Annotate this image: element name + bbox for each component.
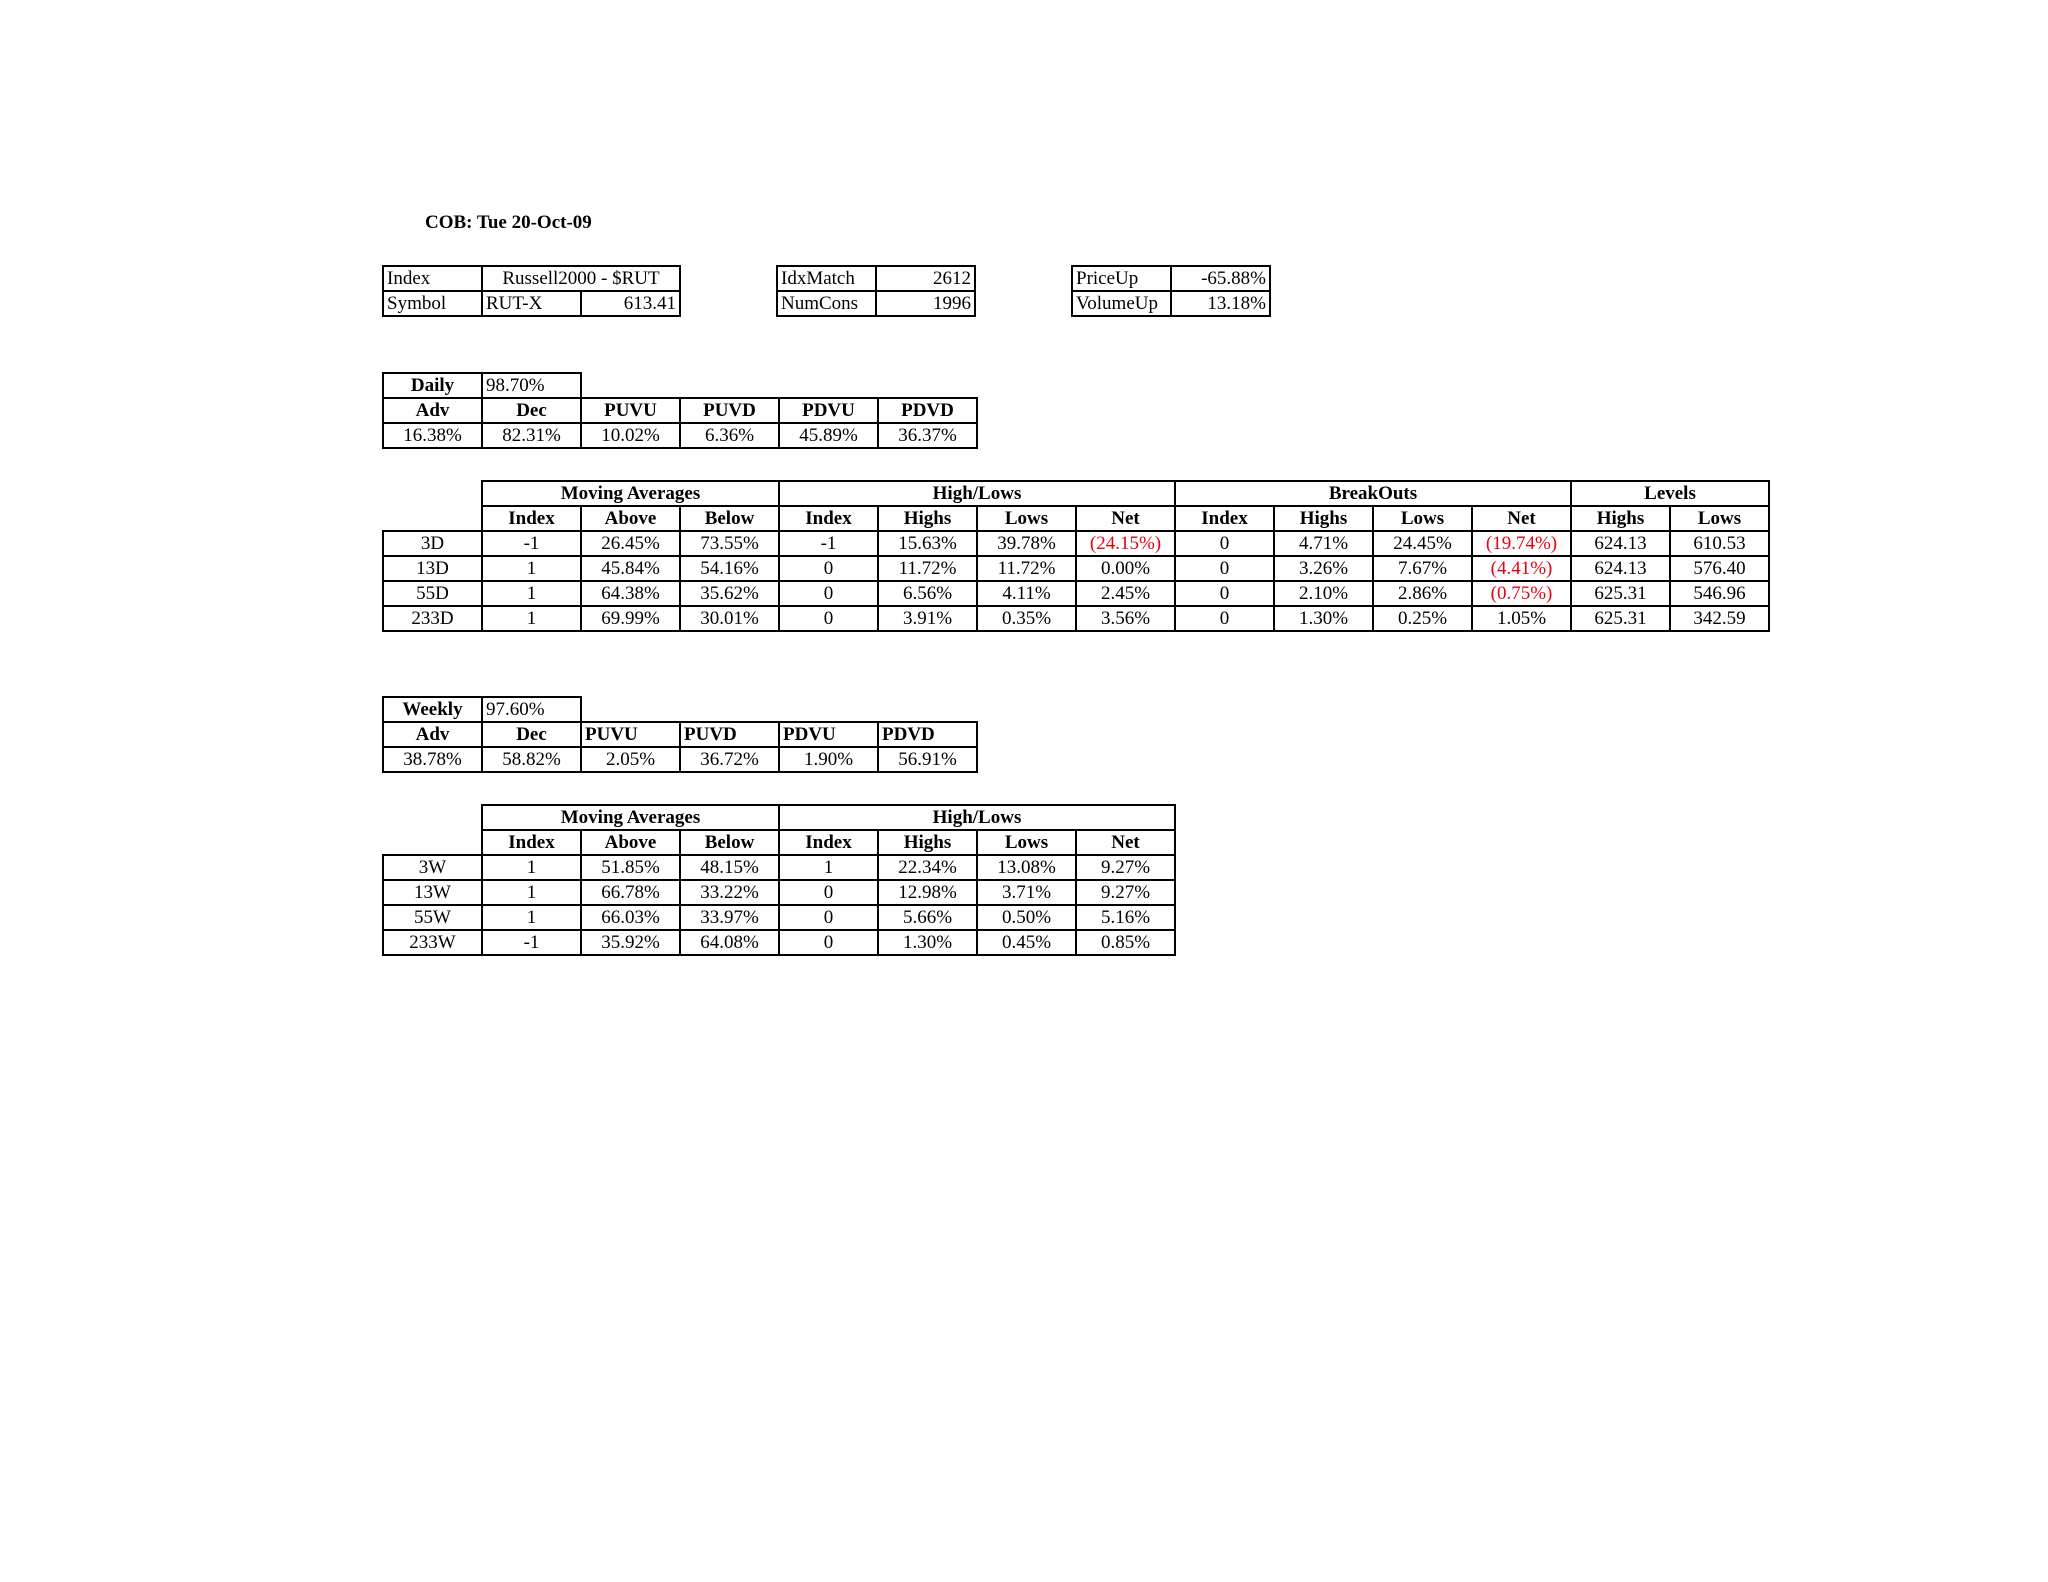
table-cell: 1.30% <box>1274 606 1373 631</box>
table-cell: 22.34% <box>878 855 977 880</box>
table-cell: 1 <box>482 556 581 581</box>
col-header: Below <box>680 506 779 531</box>
group-breakouts: BreakOuts <box>1175 481 1571 506</box>
priceup-label: PriceUp <box>1072 266 1171 291</box>
table-cell: 5.16% <box>1076 905 1175 930</box>
table-row <box>383 905 1175 930</box>
match-info-table <box>776 265 976 317</box>
col-header: Lows <box>1670 506 1769 531</box>
table-cell: 0 <box>1175 556 1274 581</box>
table-cell: 1 <box>482 855 581 880</box>
table-cell: 1 <box>779 855 878 880</box>
weekly-breadth-table <box>382 696 978 773</box>
col-header: Index <box>482 830 581 855</box>
table-cell: 64.08% <box>680 930 779 955</box>
col-header: Index <box>779 830 878 855</box>
table-cell: 73.55% <box>680 531 779 556</box>
weekly-ma-table <box>382 804 1176 956</box>
table-cell: 0.00% <box>1076 556 1175 581</box>
updown-info-table <box>1071 265 1271 317</box>
table-cell: 1 <box>482 880 581 905</box>
col-header: Net <box>1076 830 1175 855</box>
table-cell: 624.13 <box>1571 531 1670 556</box>
table-cell: 2.45% <box>1076 581 1175 606</box>
group-high-lows: High/Lows <box>779 481 1175 506</box>
table-cell: -1 <box>482 930 581 955</box>
table-cell-negative: (24.15%) <box>1076 531 1175 556</box>
table-cell: 1 <box>482 606 581 631</box>
table-cell: 3.26% <box>1274 556 1373 581</box>
table-cell: 4.71% <box>1274 531 1373 556</box>
daily-header: Dec <box>482 398 581 423</box>
table-row <box>383 880 1175 905</box>
weekly-cell: 58.82% <box>482 747 581 772</box>
daily-breadth-table <box>382 372 978 449</box>
daily-header: PUVU <box>581 398 680 423</box>
table-cell: 4.11% <box>977 581 1076 606</box>
symbol-label: Symbol <box>383 291 482 316</box>
row-label: 233W <box>383 930 482 955</box>
weekly-cell: 56.91% <box>878 747 977 772</box>
weekly-label: Weekly <box>383 697 482 722</box>
weekly-header: Adv <box>383 722 482 747</box>
weekly-header: PDVU <box>779 722 878 747</box>
table-cell: 1 <box>482 581 581 606</box>
col-header: Net <box>1076 506 1175 531</box>
daily-cell: 16.38% <box>383 423 482 448</box>
table-row <box>383 930 1175 955</box>
weekly-value: 97.60% <box>482 697 581 722</box>
index-value: Russell2000 - $RUT <box>482 266 680 291</box>
table-cell: -1 <box>779 531 878 556</box>
index-label: Index <box>383 266 482 291</box>
table-cell: 66.78% <box>581 880 680 905</box>
table-cell: 7.67% <box>1373 556 1472 581</box>
row-label: 3D <box>383 531 482 556</box>
daily-header: PDVD <box>878 398 977 423</box>
table-cell: 625.31 <box>1571 606 1670 631</box>
col-header: Lows <box>977 506 1076 531</box>
group-moving-averages: Moving Averages <box>482 481 779 506</box>
row-label: 55D <box>383 581 482 606</box>
priceup-value: -65.88% <box>1171 266 1270 291</box>
table-cell: 0 <box>779 880 878 905</box>
daily-value: 98.70% <box>482 373 581 398</box>
daily-ma-group-row <box>383 481 1769 506</box>
group-high-lows: High/Lows <box>779 805 1175 830</box>
daily-cell: 82.31% <box>482 423 581 448</box>
symbol-value: RUT-X <box>482 291 581 316</box>
table-cell: 624.13 <box>1571 556 1670 581</box>
symbol-price: 613.41 <box>581 291 680 316</box>
col-header: Index <box>1175 506 1274 531</box>
table-cell: 9.27% <box>1076 855 1175 880</box>
table-cell: 6.56% <box>878 581 977 606</box>
table-cell: 54.16% <box>680 556 779 581</box>
table-cell: 51.85% <box>581 855 680 880</box>
row-label: 55W <box>383 905 482 930</box>
weekly-cell: 2.05% <box>581 747 680 772</box>
table-cell: 35.62% <box>680 581 779 606</box>
row-label: 13D <box>383 556 482 581</box>
daily-header-row <box>383 398 977 423</box>
table-cell: 33.22% <box>680 880 779 905</box>
numcons-label: NumCons <box>777 291 876 316</box>
table-cell: 0.50% <box>977 905 1076 930</box>
table-cell: 0 <box>779 606 878 631</box>
col-header: Highs <box>1571 506 1670 531</box>
table-cell: 45.84% <box>581 556 680 581</box>
table-cell: 66.03% <box>581 905 680 930</box>
col-header: Highs <box>878 830 977 855</box>
weekly-cell: 1.90% <box>779 747 878 772</box>
table-cell: 342.59 <box>1670 606 1769 631</box>
cob-date-title: COB: Tue 20-Oct-09 <box>425 212 592 233</box>
table-cell: 11.72% <box>878 556 977 581</box>
daily-header: PDVU <box>779 398 878 423</box>
col-header: Index <box>779 506 878 531</box>
daily-header: Adv <box>383 398 482 423</box>
table-cell: 5.66% <box>878 905 977 930</box>
col-header: Lows <box>977 830 1076 855</box>
table-cell: 35.92% <box>581 930 680 955</box>
col-header: Net <box>1472 506 1571 531</box>
table-cell: 0 <box>1175 531 1274 556</box>
table-cell-negative: (19.74%) <box>1472 531 1571 556</box>
col-header: Above <box>581 830 680 855</box>
table-cell: 610.53 <box>1670 531 1769 556</box>
table-cell: 13.08% <box>977 855 1076 880</box>
table-cell: 0.35% <box>977 606 1076 631</box>
table-cell: 1.05% <box>1472 606 1571 631</box>
daily-ma-table <box>382 480 1770 632</box>
volumeup-value: 13.18% <box>1171 291 1270 316</box>
daily-cell: 36.37% <box>878 423 977 448</box>
daily-ma-col-row <box>383 506 1769 531</box>
table-cell: 64.38% <box>581 581 680 606</box>
group-moving-averages: Moving Averages <box>482 805 779 830</box>
table-cell: 33.97% <box>680 905 779 930</box>
table-cell: 0 <box>1175 581 1274 606</box>
weekly-header: PUVU <box>581 722 680 747</box>
table-cell: 1.30% <box>878 930 977 955</box>
weekly-header: PUVD <box>680 722 779 747</box>
table-cell: 2.86% <box>1373 581 1472 606</box>
col-header: Index <box>482 506 581 531</box>
table-cell: 26.45% <box>581 531 680 556</box>
row-label: 233D <box>383 606 482 631</box>
table-cell: 3.71% <box>977 880 1076 905</box>
col-header: Highs <box>1274 506 1373 531</box>
table-row <box>383 581 1769 606</box>
table-row <box>383 855 1175 880</box>
table-cell: 3.56% <box>1076 606 1175 631</box>
weekly-ma-col-row <box>383 830 1175 855</box>
daily-cell: 6.36% <box>680 423 779 448</box>
table-cell: 546.96 <box>1670 581 1769 606</box>
daily-cell: 45.89% <box>779 423 878 448</box>
table-cell: 11.72% <box>977 556 1076 581</box>
weekly-cell: 36.72% <box>680 747 779 772</box>
row-label: 3W <box>383 855 482 880</box>
table-cell: 625.31 <box>1571 581 1670 606</box>
col-header: Lows <box>1373 506 1472 531</box>
weekly-header: PDVD <box>878 722 977 747</box>
table-row <box>383 531 1769 556</box>
table-cell: 0 <box>779 556 878 581</box>
table-cell: 0 <box>779 581 878 606</box>
volumeup-label: VolumeUp <box>1072 291 1171 316</box>
row-label: 13W <box>383 880 482 905</box>
col-header: Highs <box>878 506 977 531</box>
table-cell: 48.15% <box>680 855 779 880</box>
table-cell: 0 <box>779 905 878 930</box>
weekly-cell: 38.78% <box>383 747 482 772</box>
table-cell: 0 <box>779 930 878 955</box>
daily-label: Daily <box>383 373 482 398</box>
table-cell: 69.99% <box>581 606 680 631</box>
table-cell: 15.63% <box>878 531 977 556</box>
weekly-header: Dec <box>482 722 581 747</box>
index-info-table <box>382 265 681 317</box>
table-cell: 0.25% <box>1373 606 1472 631</box>
weekly-value-row <box>383 747 977 772</box>
daily-header: PUVD <box>680 398 779 423</box>
weekly-header-row <box>383 722 977 747</box>
table-cell: 2.10% <box>1274 581 1373 606</box>
table-cell: 0.45% <box>977 930 1076 955</box>
idxmatch-value: 2612 <box>876 266 975 291</box>
table-cell: 0 <box>1175 606 1274 631</box>
table-cell: 9.27% <box>1076 880 1175 905</box>
table-cell: 39.78% <box>977 531 1076 556</box>
table-row <box>383 556 1769 581</box>
table-cell: 0.85% <box>1076 930 1175 955</box>
idxmatch-label: IdxMatch <box>777 266 876 291</box>
table-cell: 3.91% <box>878 606 977 631</box>
col-header: Above <box>581 506 680 531</box>
table-cell: 576.40 <box>1670 556 1769 581</box>
daily-cell: 10.02% <box>581 423 680 448</box>
table-cell: -1 <box>482 531 581 556</box>
table-cell: 1 <box>482 905 581 930</box>
table-cell: 12.98% <box>878 880 977 905</box>
table-cell: 24.45% <box>1373 531 1472 556</box>
weekly-ma-group-row <box>383 805 1175 830</box>
numcons-value: 1996 <box>876 291 975 316</box>
group-levels: Levels <box>1571 481 1769 506</box>
col-header: Below <box>680 830 779 855</box>
daily-value-row <box>383 423 977 448</box>
table-cell: 30.01% <box>680 606 779 631</box>
table-row <box>383 606 1769 631</box>
table-cell-negative: (4.41%) <box>1472 556 1571 581</box>
table-cell-negative: (0.75%) <box>1472 581 1571 606</box>
